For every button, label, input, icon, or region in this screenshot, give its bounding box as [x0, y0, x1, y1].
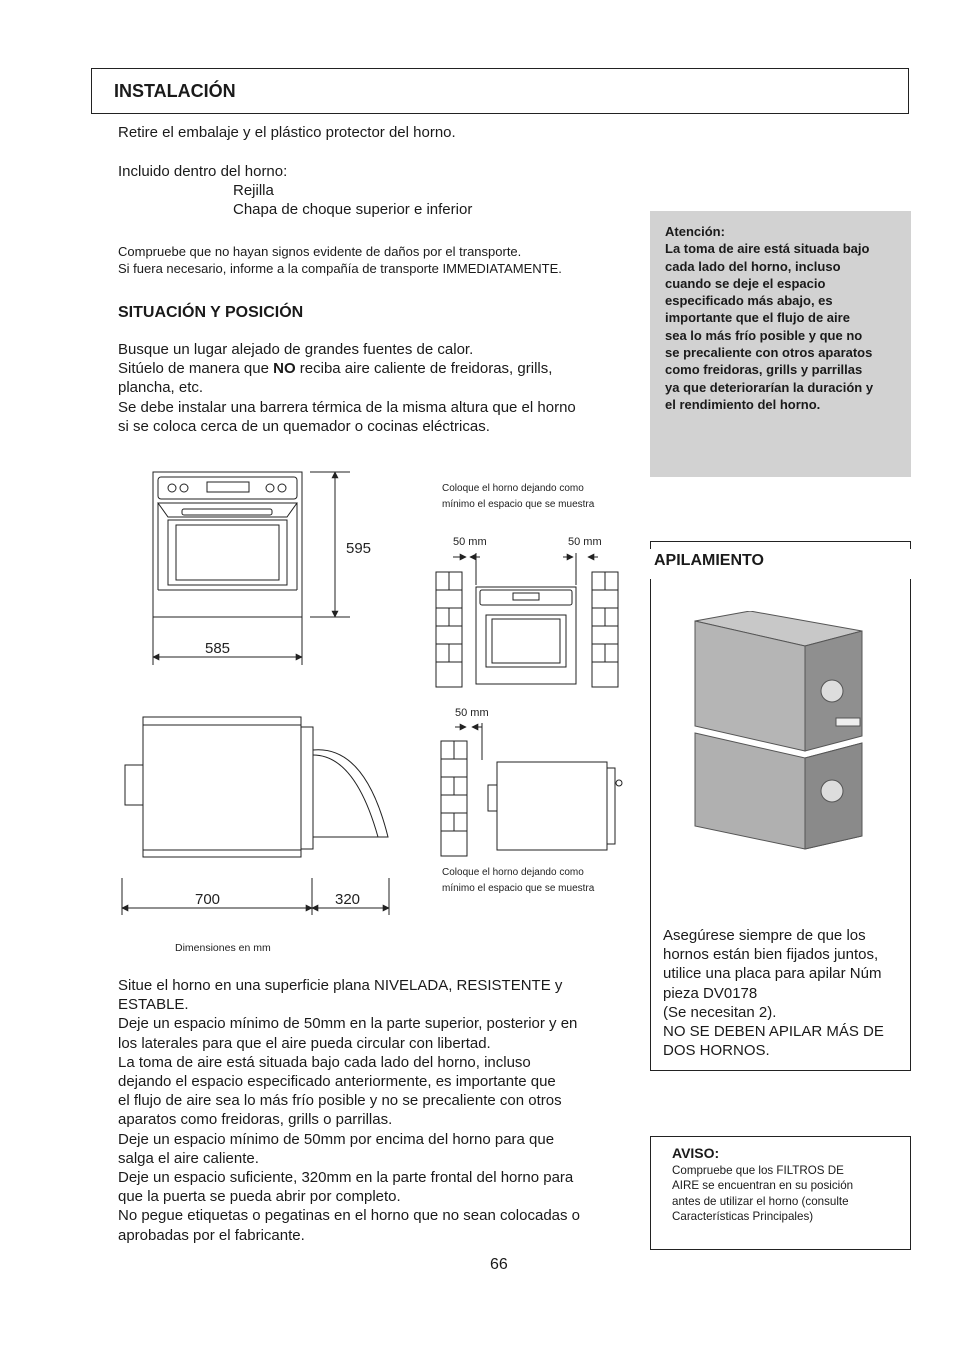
page-number: 66: [490, 1256, 508, 1273]
stacking-line: DOS HORNOS.: [663, 1042, 770, 1060]
body-line: Deje un espacio mínimo de 50mm por encima del horno para que: [118, 1130, 555, 1148]
included-label: Incluido dentro del horno:: [118, 163, 288, 180]
stacking-line: pieza DV0178: [663, 984, 758, 1002]
attention-line: se precaliente con otros aparatos: [665, 345, 873, 361]
warning-text: [672, 1163, 897, 1225]
paragraph-line: plancha, etc.: [118, 379, 204, 396]
paragraph-line: Se debe instalar una barrera térmica de la misma altura que el horno: [118, 399, 576, 416]
included-item: Rejilla: [233, 182, 274, 199]
dim-door-label: 320: [335, 891, 361, 908]
gap-back-label: 50 mm: [455, 707, 489, 719]
attention-line: La toma de aire está situada bajo: [665, 241, 870, 257]
attention-line: el rendimiento del horno.: [665, 396, 821, 412]
stacking-box: [650, 541, 911, 1071]
warning-line: Características Principales): [672, 1210, 814, 1224]
attention-line: Atención:: [665, 224, 725, 239]
note-top-line: Coloque el horno dejando como: [442, 483, 584, 494]
warning-box: [650, 1136, 911, 1250]
attention-line: importante que el flujo de aire: [665, 310, 850, 326]
dim-depth-label: 700: [195, 891, 221, 908]
section-title: INSTALACIÓN: [114, 81, 236, 101]
subsection-title: SITUACIÓN Y POSICIÓN: [118, 304, 304, 321]
warning-title: AVISO:: [672, 1145, 720, 1161]
dim-width-label: 585: [205, 640, 231, 657]
gap-right-label: 50 mm: [568, 536, 602, 548]
section-header: [91, 68, 909, 114]
stacking-line: (Se necesitan 2).: [663, 1003, 777, 1021]
warning-line: Compruebe que los FILTROS DE: [672, 1164, 844, 1177]
body-line: No pegue etiquetas o pegatinas en el horno que no sean colocadas o: [118, 1207, 581, 1225]
body-line: Deje un espacio suficiente, 320mm en la parte frontal del horno para: [118, 1169, 574, 1187]
gap-left-label: 50 mm: [453, 536, 487, 548]
body-line: dejando el espacio especificado anteriormente, es importante que: [118, 1073, 556, 1091]
body-line: el flujo de aire sea lo más frío posible y no se precaliente con otros: [118, 1092, 562, 1110]
dim-height-label: 595: [346, 540, 372, 557]
stacking-title: APILAMIENTO: [654, 552, 764, 569]
check-line: Compruebe que no hayan signos evidente de daños por el transporte.: [118, 244, 522, 259]
note-bottom-line: mínimo el espacio que se muestra: [442, 883, 595, 894]
body-line: La toma de aire está situada bajo cada lado del horno, incluso: [118, 1053, 531, 1071]
note-bottom-line: Coloque el horno dejando como: [442, 867, 584, 878]
body-line: aprobadas por el fabricante.: [118, 1226, 305, 1244]
body-line: los laterales para que el aire pueda circular con libertad.: [118, 1034, 491, 1052]
paragraph-line: si se coloca cerca de un quemador o cocinas eléctricas.: [118, 418, 490, 435]
body-paragraph: [118, 976, 638, 1245]
body-line: ESTABLE.: [118, 996, 189, 1014]
paragraph-line: Busque un lugar alejado de grandes fuentes de calor.: [118, 341, 474, 358]
warning-line: AIRE se encuentran en su posición: [672, 1179, 854, 1193]
stacking-line: hornos están bien fijados juntos,: [663, 946, 879, 964]
warning-line: antes de utilizar el horno (consulte: [672, 1194, 849, 1208]
stacking-line: Asegúrese siempre de que los: [663, 927, 866, 944]
stacked-ovens-illustration: [690, 611, 870, 851]
attention-text: [665, 223, 903, 413]
attention-line: especificado más abajo, es: [665, 293, 833, 309]
attention-line: sea lo más frío posible y que no: [665, 327, 863, 343]
note-top-line: mínimo el espacio que se muestra: [442, 499, 595, 510]
units-label: Dimensiones en mm: [175, 942, 271, 954]
attention-box: [650, 211, 911, 477]
attention-line: ya que deteriorarían la duración y: [665, 379, 874, 395]
body-line: que la puerta se pueda abrir por completo.: [118, 1188, 401, 1206]
check-line: Si fuera necesario, informe a la compañía de transporte IMMEDIATAMENTE.: [118, 261, 562, 276]
body-line: salga el aire caliente.: [118, 1149, 259, 1167]
attention-line: como freidoras, grills y parrillas: [665, 362, 863, 378]
stacking-line: utilice una placa para apilar Núm: [663, 965, 882, 983]
body-line: Deje un espacio mínimo de 50mm en la parte superior, posterior y en: [118, 1015, 578, 1033]
installation-diagram: [110, 465, 640, 955]
attention-line: cada lado del horno, incluso: [665, 258, 841, 274]
paragraph-line: Sitúelo de manera que NO reciba aire caliente de freidoras, grills,: [118, 360, 553, 377]
intro-line: Retire el embalaje y el plástico protector del horno.: [118, 124, 456, 141]
body-line: aparatos como freidoras, grills o parrillas.: [118, 1111, 393, 1129]
included-item: Chapa de choque superior e inferior: [233, 201, 473, 218]
body-line: Situe el horno en una superficie plana NIVELADA, RESISTENTE y: [118, 977, 563, 994]
stacking-text: [663, 926, 903, 1060]
attention-line: cuando se deje el espacio: [665, 275, 826, 291]
stacking-line: NO SE DEBEN APILAR MÁS DE: [663, 1023, 884, 1041]
